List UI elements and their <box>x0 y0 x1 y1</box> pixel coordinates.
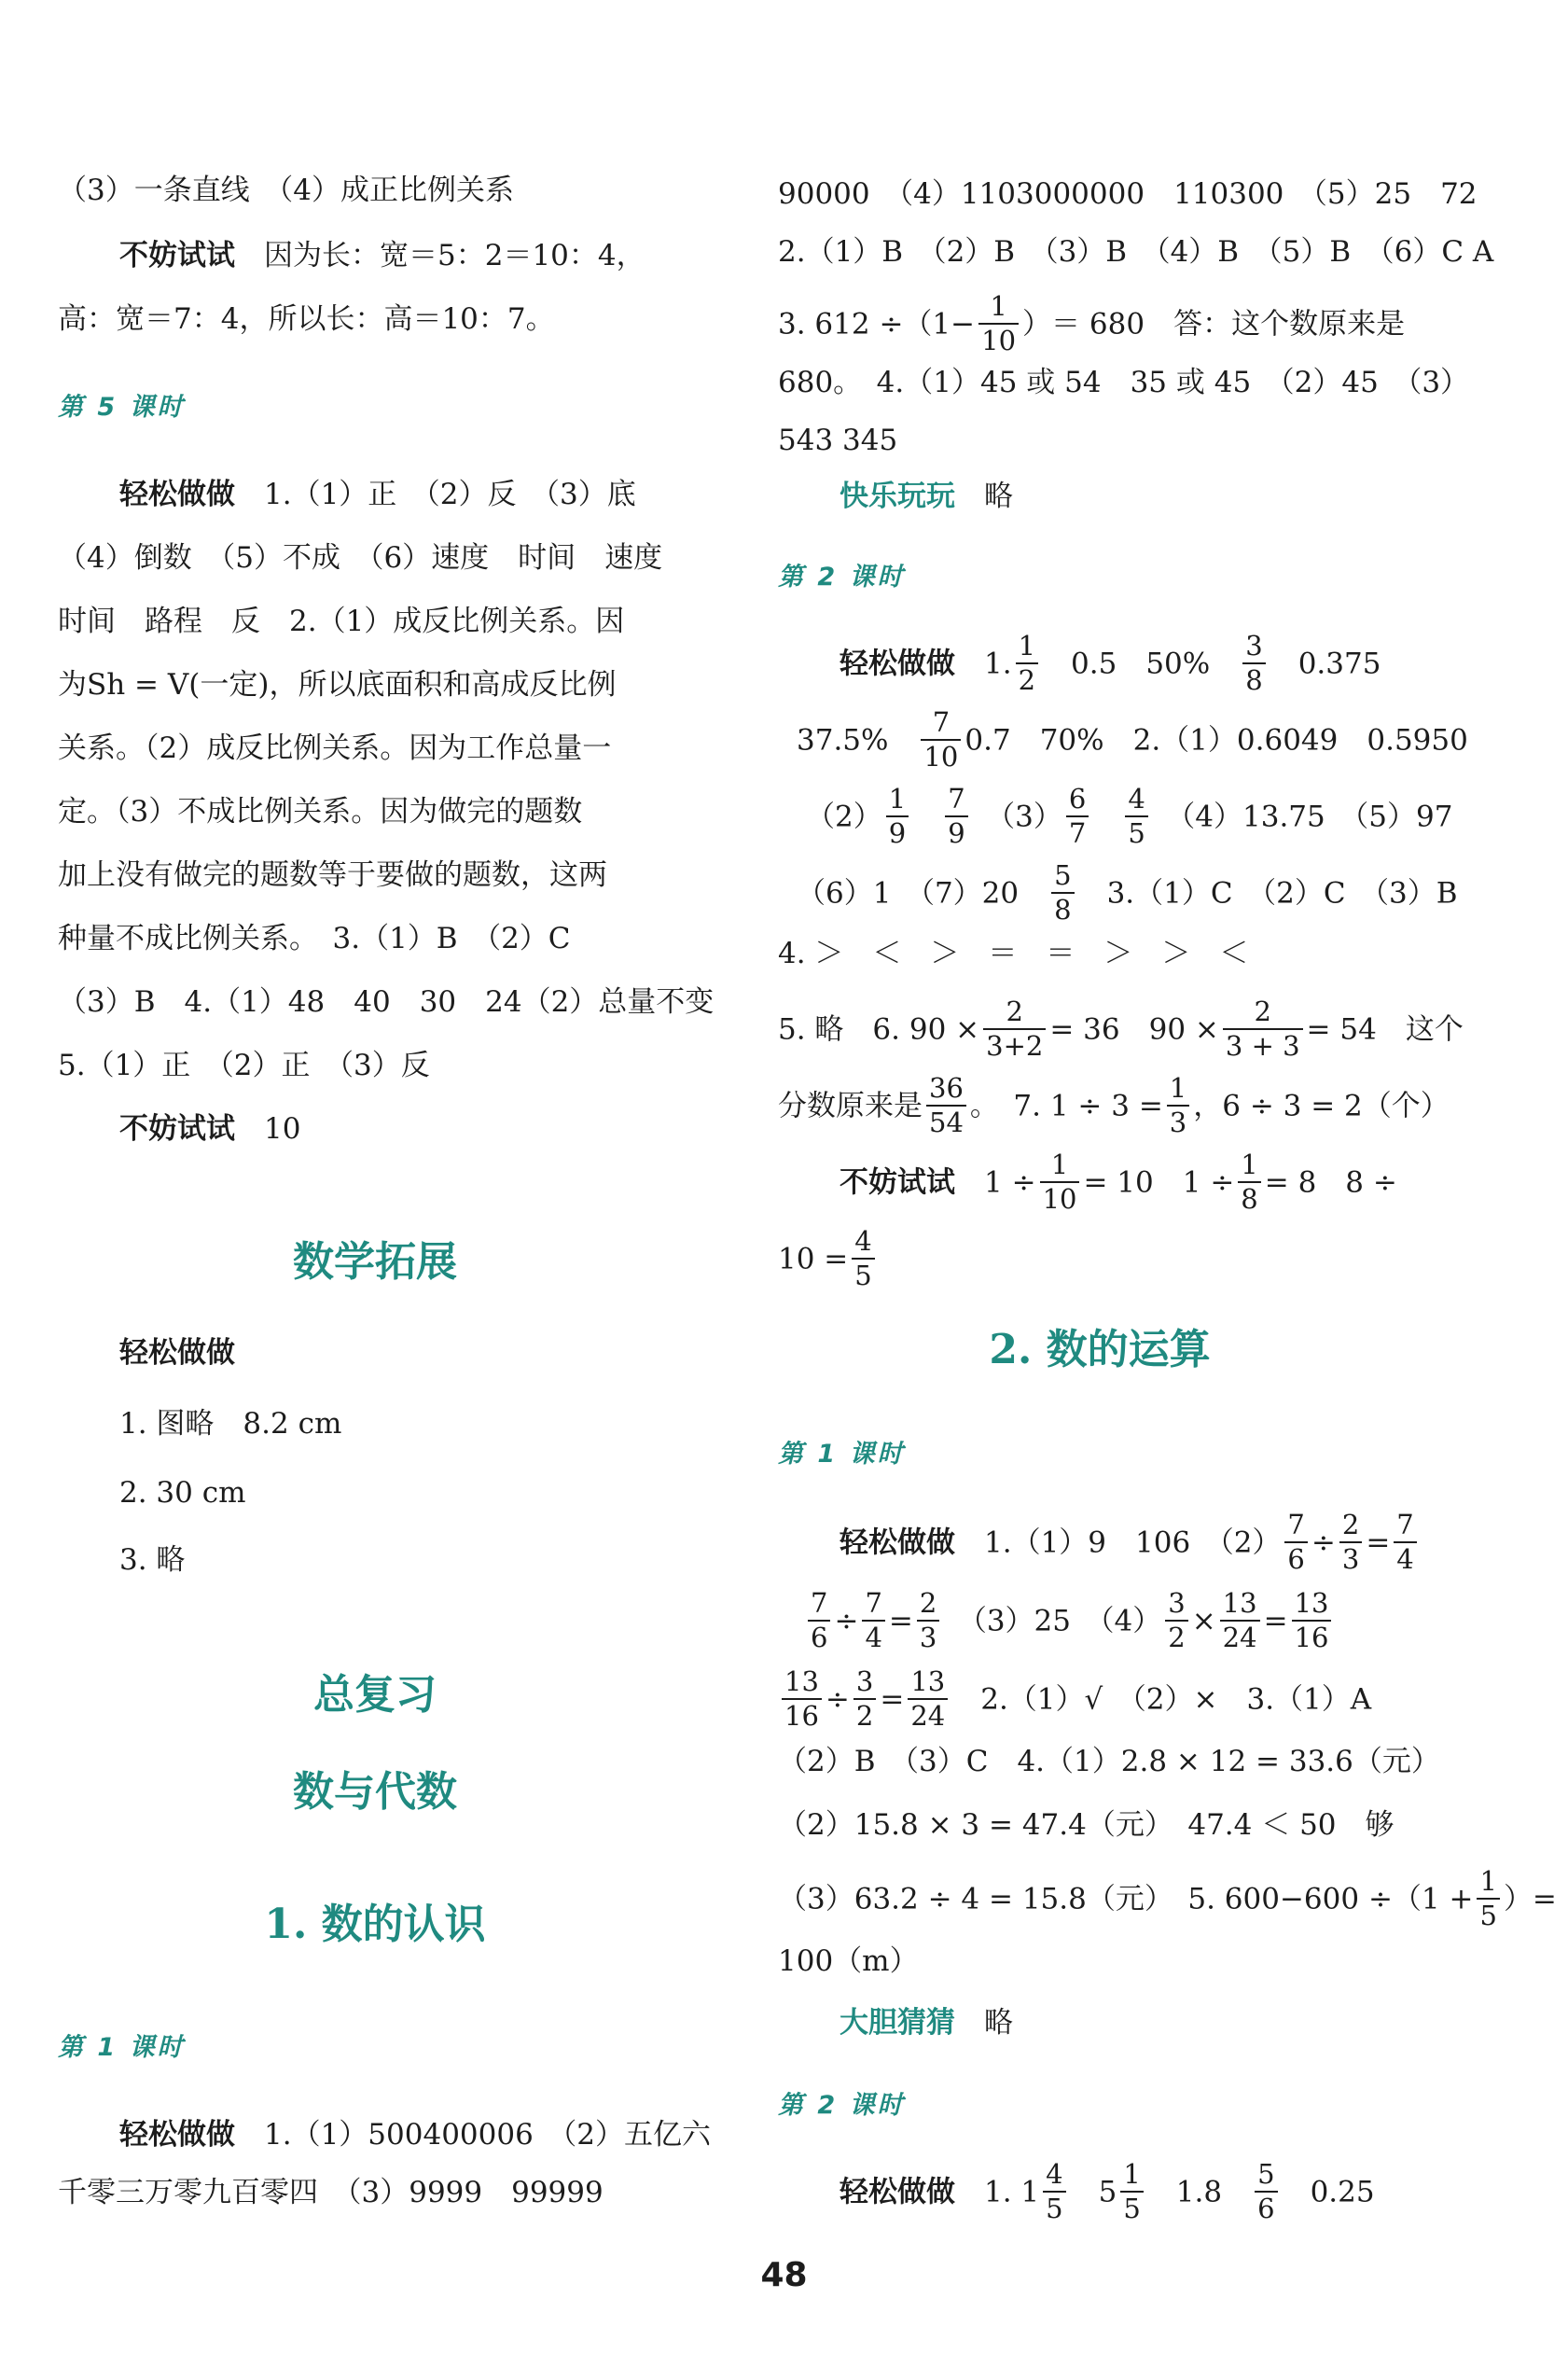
numerator: 7 <box>1287 1509 1305 1540</box>
section-label: 不妨试试 <box>119 1112 235 1146</box>
numerator: 6 <box>1068 783 1087 815</box>
numerator: 13 <box>784 1665 819 1697</box>
fraction <box>1394 1511 1416 1573</box>
text-line: 种量不成比例关系。 3.（1）B （2）C <box>58 922 571 955</box>
numerator: 3 <box>855 1665 874 1697</box>
section-label: 快乐玩玩 <box>840 480 955 513</box>
text-span: = 36 90 × <box>1049 1012 1219 1047</box>
text-line <box>797 706 1468 773</box>
fraction <box>921 706 961 773</box>
denominator: 8 <box>1242 662 1265 694</box>
fraction <box>908 1665 948 1732</box>
fraction <box>1220 1587 1260 1653</box>
text-span: 5 <box>1098 2175 1117 2209</box>
text-line <box>804 1587 1335 1653</box>
numerator: 7 <box>865 1587 882 1619</box>
text-line <box>119 474 636 515</box>
text-span: （4）13.75 （5）97 <box>1180 800 1453 834</box>
fraction <box>1016 630 1038 696</box>
text-line: （2）15.8 × 3 = 47.4（元） 47.4 ＜ 50 够 <box>778 1808 1395 1842</box>
numerator: 13 <box>1294 1587 1329 1619</box>
section-label: 轻松做做 <box>119 2118 235 2152</box>
fraction <box>1043 2158 1065 2224</box>
denominator: 3 <box>1167 1105 1189 1136</box>
denominator: 5 <box>1477 1898 1499 1929</box>
fraction <box>862 1587 884 1653</box>
text-span: 0.5 50% <box>1071 647 1211 681</box>
text-span: （2） <box>806 800 882 834</box>
fraction <box>886 783 909 849</box>
text-line: 5.（1）正 （2）正 （3）反 <box>58 1049 430 1082</box>
lesson-heading: 第 1 课时 <box>58 2033 186 2062</box>
text-line <box>119 235 645 276</box>
text-span: 2.（1）√ （2）× 3.（1）A <box>980 1682 1372 1717</box>
denominator: 6 <box>808 1620 830 1651</box>
denominator: 16 <box>1292 1620 1332 1651</box>
text-line: 90000 （4）1103000000 110300 （5）25 72 <box>778 177 1478 211</box>
numerator: 1 <box>1241 1149 1258 1180</box>
text-line: （3）一条直线 （4）成正比例关系 <box>58 174 514 207</box>
numerator: 2 <box>1341 1509 1360 1540</box>
text-span: = 10 1 ÷ <box>1083 1165 1235 1200</box>
lesson-heading: 第 2 课时 <box>778 563 906 592</box>
denominator: 9 <box>886 815 909 847</box>
text-line <box>119 2114 711 2155</box>
section-title: 2. 数的运算 <box>989 1326 1211 1373</box>
numerator: 4 <box>1128 783 1145 815</box>
text-span: 10 = <box>778 1242 849 1276</box>
section-label: 轻松做做 <box>119 478 235 511</box>
text-line: 为Sh = V(一定)，所以底面积和高成反比例 <box>58 668 617 702</box>
fraction <box>945 783 967 849</box>
denominator: 9 <box>945 815 967 847</box>
fraction <box>782 1665 822 1732</box>
text-span: ÷ <box>834 1604 859 1638</box>
text-span: 5. 略 6. 90 × <box>778 1012 980 1047</box>
denominator: 6 <box>1255 2191 1277 2222</box>
text-line <box>840 1149 1397 1215</box>
text-span: = <box>1263 1604 1288 1638</box>
denominator: 8 <box>1238 1181 1260 1213</box>
section-label: 轻松做做 <box>840 2175 955 2209</box>
text-line <box>840 630 1381 696</box>
numerator: 4 <box>1046 2158 1063 2190</box>
text-line <box>778 290 1406 356</box>
numerator: 3 <box>1245 630 1263 662</box>
text-span: 10 <box>264 1112 301 1146</box>
fraction <box>1223 998 1303 1060</box>
denominator: 4 <box>862 1620 884 1651</box>
numerator: 1 <box>1479 1865 1497 1897</box>
text-span: = <box>1366 1525 1391 1560</box>
text-span: 略 <box>984 2006 1013 2040</box>
text-span: 0.7 70% 2.（1）0.6049 0.5950 <box>964 723 1468 758</box>
text-line <box>797 859 1458 926</box>
text-span: ÷ <box>1311 1525 1336 1560</box>
numerator: 1 <box>1169 1072 1187 1104</box>
denominator: 10 <box>1040 1181 1080 1213</box>
denominator: 5 <box>852 1258 874 1289</box>
text-span: 0.25 <box>1310 2175 1375 2209</box>
text-line <box>778 1865 1557 1931</box>
text-span: × <box>1191 1604 1216 1638</box>
numerator: 2 <box>1254 996 1271 1027</box>
fraction <box>1477 1865 1499 1931</box>
text-line: 4. ＞ ＜ ＞ ＝ ＝ ＞ ＞ ＜ <box>778 937 1249 970</box>
denominator: 5 <box>1043 2191 1065 2222</box>
text-line: 680。 4.（1）45 或 54 35 或 45 （2）45 （3） <box>778 366 1470 399</box>
text-span: ）= <box>1503 1882 1557 1916</box>
fraction <box>808 1587 830 1653</box>
fraction <box>1066 783 1089 849</box>
fraction <box>1242 630 1265 696</box>
text-line: 3. 略 <box>119 1543 186 1577</box>
text-line <box>806 783 1453 849</box>
text-span: 因为长：宽＝5：2＝10：4， <box>264 239 645 272</box>
section-label: 轻松做做 <box>840 1525 955 1560</box>
fraction <box>1238 1151 1260 1213</box>
fraction <box>926 1072 966 1138</box>
text-line: 2.（1）B （2）B （3）B （4）B （5）B （6）C A <box>778 235 1494 269</box>
denominator: 10 <box>978 323 1019 355</box>
text-line: 100（m） <box>778 1944 919 1978</box>
text-span: 略 <box>984 480 1013 513</box>
text-span: 分数原来是 <box>778 1089 923 1123</box>
fraction <box>852 1225 874 1291</box>
text-line: 加上没有做完的题数等于要做的题数，这两 <box>58 858 607 892</box>
denominator: 3 + 3 <box>1223 1028 1303 1060</box>
numerator: 13 <box>910 1665 946 1697</box>
text-span: 1. <box>984 647 1012 681</box>
text-line: 2. 30 cm <box>119 1476 246 1510</box>
fraction <box>1125 783 1147 849</box>
numerator: 1 <box>1123 2158 1141 2190</box>
fraction <box>1120 2158 1143 2224</box>
fraction <box>1339 1511 1362 1573</box>
text-span: 。 7. 1 ÷ 3 = <box>969 1089 1163 1123</box>
text-line: （3）B 4.（1）48 40 30 24（2）总量不变 <box>58 985 715 1019</box>
section-title: 1. 数的认识 <box>264 1901 486 1948</box>
denominator: 2 <box>1016 662 1038 694</box>
section-label: 轻松做做 <box>119 1336 235 1370</box>
lesson-heading: 第 1 课时 <box>778 1440 906 1469</box>
fraction <box>853 1665 876 1732</box>
fraction <box>983 998 1046 1060</box>
text-span: ）＝ 680 答：这个数原来是 <box>1022 307 1406 341</box>
numerator: 1 <box>990 290 1007 322</box>
fraction <box>1292 1587 1332 1653</box>
denominator: 10 <box>921 739 961 771</box>
text-line <box>778 1665 1372 1732</box>
text-line <box>840 1509 1421 1575</box>
numerator: 7 <box>1396 1509 1414 1540</box>
text-line: （4）倒数 （5）不成 （6）速度 时间 速度 <box>58 541 663 575</box>
numerator: 36 <box>929 1072 964 1104</box>
text-span: 1.（1）正 （2）反 （3）底 <box>264 478 636 511</box>
text-line <box>778 1225 879 1291</box>
text-span: = 8 8 ÷ <box>1264 1165 1397 1200</box>
denominator: 8 <box>1051 892 1074 924</box>
text-line: 关系。（2）成反比例关系。因为工作总量一 <box>58 731 612 765</box>
text-span: 1. 1 <box>984 2175 1040 2209</box>
fraction <box>1284 1511 1307 1573</box>
denominator: 16 <box>782 1698 822 1730</box>
numerator: 13 <box>1222 1587 1257 1619</box>
numerator: 7 <box>932 706 951 738</box>
section-title: 总复习 <box>313 1671 437 1719</box>
denominator: 4 <box>1394 1541 1416 1573</box>
text-line <box>840 2002 1013 2043</box>
denominator: 3 <box>1339 1541 1362 1573</box>
denominator: 6 <box>1284 1541 1307 1573</box>
lesson-heading: 第 2 课时 <box>778 2091 906 2120</box>
section-label: 不妨试试 <box>119 239 235 272</box>
section-label: 轻松做做 <box>840 647 955 681</box>
text-span: （3） <box>1000 800 1062 834</box>
fraction <box>1051 859 1074 926</box>
text-line: 定。（3）不成比例关系。因为做完的题数 <box>58 795 583 829</box>
lesson-heading: 第 5 课时 <box>58 393 186 422</box>
denominator: 2 <box>853 1698 876 1730</box>
text-span: 3. 612 ÷（1− <box>778 307 976 341</box>
fraction <box>1255 2158 1277 2224</box>
text-line: 时间 路程 反 2.（1）成反比例关系。因 <box>58 605 625 638</box>
denominator: 24 <box>1220 1620 1260 1651</box>
numerator: 4 <box>854 1225 872 1257</box>
text-span: （3）63.2 ÷ 4 = 15.8（元） 5. 600−600 ÷（1 + <box>778 1882 1474 1916</box>
text-line <box>119 1108 300 1149</box>
fraction <box>917 1587 939 1653</box>
numerator: 7 <box>948 783 965 815</box>
text-span: （3）25 （4） <box>972 1604 1162 1638</box>
denominator: 2 <box>1165 1620 1187 1651</box>
section-title: 数与代数 <box>293 1768 457 1816</box>
text-line <box>778 996 1464 1062</box>
text-span: 0.375 <box>1297 647 1381 681</box>
numerator: 5 <box>1054 859 1072 891</box>
text-span: 1.（1）500400006 （2）五亿六 <box>264 2118 712 2152</box>
text-span: ÷ <box>825 1682 850 1717</box>
text-line: 1. 图略 8.2 cm <box>119 1407 342 1441</box>
numerator: 2 <box>1006 996 1023 1027</box>
text-line <box>778 1072 1450 1138</box>
text-span: （6）1 （7）20 <box>797 876 1020 911</box>
text-span: = <box>888 1604 913 1638</box>
denominator: 24 <box>908 1698 948 1730</box>
text-line <box>840 2158 1375 2224</box>
denominator: 3+2 <box>983 1028 1046 1060</box>
numerator: 1 <box>1018 630 1036 662</box>
numerator: 7 <box>811 1587 828 1619</box>
numerator: 1 <box>888 783 907 815</box>
fraction <box>1167 1072 1189 1138</box>
text-span: ，6 ÷ 3 = 2（个） <box>1193 1089 1450 1123</box>
fraction <box>978 290 1019 356</box>
text-span: = 54 这个 <box>1306 1012 1464 1047</box>
text-line: 高：宽＝7：4，所以长：高＝10：7。 <box>58 302 555 336</box>
numerator: 3 <box>1168 1587 1186 1619</box>
section-title: 数学拓展 <box>293 1238 457 1286</box>
text-span: 1 ÷ <box>984 1165 1036 1200</box>
text-line: 千零三万零九百零四 （3）9999 99999 <box>58 2176 604 2209</box>
text-span: 1.8 <box>1175 2175 1223 2209</box>
denominator: 3 <box>917 1620 939 1651</box>
section-label: 大胆猜猜 <box>840 2006 955 2040</box>
numerator: 5 <box>1257 2158 1275 2190</box>
text-span: 3.（1）C （2）C （3）B <box>1106 876 1458 911</box>
text-line <box>840 476 1013 517</box>
denominator: 7 <box>1066 815 1089 847</box>
fraction <box>1165 1587 1187 1653</box>
numerator: 1 <box>1050 1149 1069 1180</box>
denominator: 5 <box>1125 815 1147 847</box>
text-line: 543 345 <box>778 424 898 457</box>
section-label: 不妨试试 <box>840 1165 955 1200</box>
page-number: 48 <box>760 2256 808 2294</box>
denominator: 54 <box>926 1105 966 1136</box>
text-line: （2）B （3）C 4.（1）2.8 × 12 = 33.6（元） <box>778 1745 1440 1778</box>
denominator: 5 <box>1120 2191 1143 2222</box>
text-span: 1.（1）9 106 （2） <box>984 1525 1282 1560</box>
text-span: = <box>880 1682 905 1717</box>
text-span: 37.5% <box>797 723 889 758</box>
numerator: 2 <box>919 1587 937 1619</box>
fraction <box>1040 1151 1080 1213</box>
